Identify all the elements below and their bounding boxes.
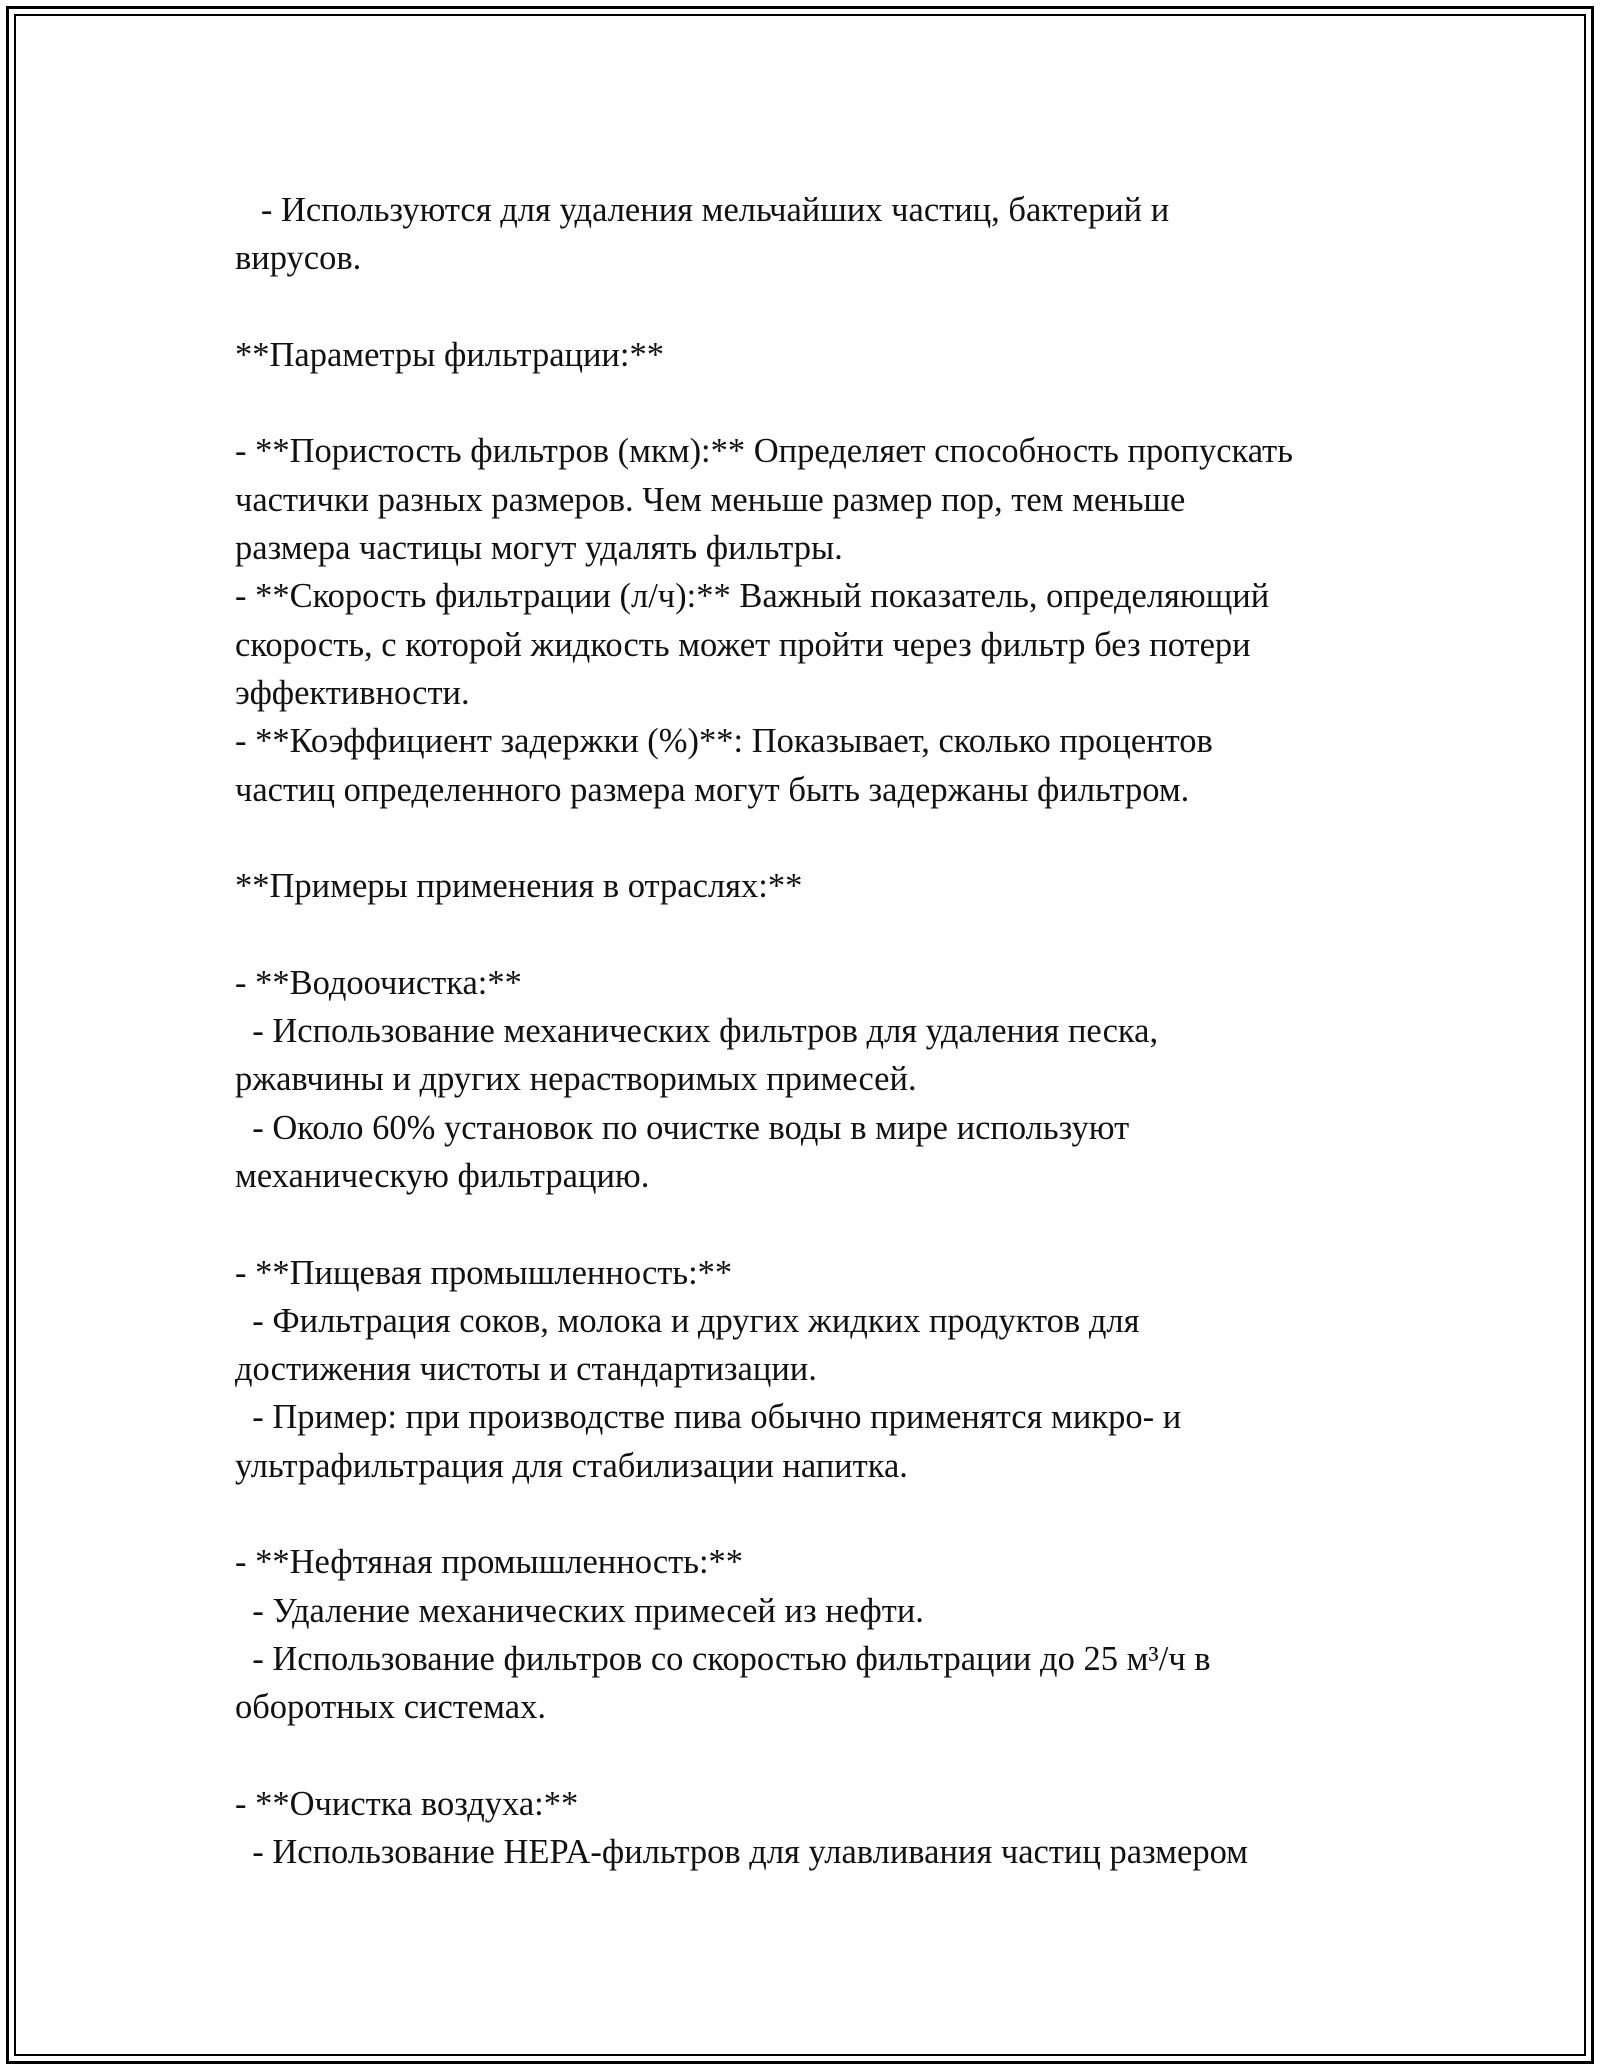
blank-line [235, 814, 1415, 862]
text-line: частички разных размеров. Чем меньше размер пор, тем меньше [235, 480, 1186, 519]
text-line: - Пример: при производстве пива обычно применятся микро- и [235, 1398, 1182, 1437]
section-heading: **Примеры применения в отраслях:** [235, 867, 803, 906]
text-line: - **Пористость фильтров (мкм):** Определяет способность пропускать [235, 432, 1293, 471]
text-line: - **Очистка воздуха:** [235, 1784, 579, 1823]
text-line: - **Скорость фильтрации (л/ч):** Важный показатель, определяющий [235, 577, 1270, 616]
text-line: оборотных системах. [235, 1688, 546, 1727]
blank-line [235, 1200, 1415, 1248]
section-heading: **Параметры фильтрации:** [235, 335, 664, 374]
text-line: - **Нефтяная промышленность:** [235, 1543, 744, 1582]
blank-line [235, 1732, 1415, 1780]
text-line: эффективности. [235, 673, 470, 712]
text-line: - **Пищевая промышленность:** [235, 1253, 733, 1292]
blank-line [235, 379, 1415, 427]
text-line: - Используются для удаления мельчайших частиц, бактерий и [235, 191, 1170, 229]
text-line: - Использование фильтров со скоростью фильтрации до 25 м³/ч в [235, 1639, 1211, 1678]
text-line: ультрафильтрация для стабилизации напитка. [235, 1446, 908, 1485]
text-line: - Около 60% установок по очистке воды в мире используют [235, 1108, 1130, 1147]
text-line: размера частицы могут удалять фильтры. [235, 529, 843, 568]
text-line: - **Коэффициент задержки (%)**: Показывает, сколько процентов [235, 722, 1213, 761]
blank-line [235, 910, 1415, 958]
text-line: ржавчины и других нерастворимых примесей. [235, 1060, 917, 1099]
text-line: - Использование HEPA-фильтров для улавливания частиц размером [235, 1833, 1248, 1872]
text-line: - Использование механических фильтров для удаления песка, [235, 1012, 1159, 1051]
text-line: механическую фильтрацию. [235, 1156, 650, 1195]
text-line: - **Водоочистка:** [235, 963, 522, 1002]
text-line: - Фильтрация соков, молока и других жидких продуктов для [235, 1301, 1140, 1340]
document-body [235, 186, 1415, 1876]
blank-line [235, 1490, 1415, 1538]
blank-line [235, 283, 1415, 331]
text-line: частиц определенного размера могут быть задержаны фильтром. [235, 770, 1190, 809]
text-line: - Удаление механических примесей из нефти. [235, 1591, 924, 1630]
text-line: скорость, с которой жидкость может пройти через фильтр без потери [235, 625, 1251, 664]
text-line: достижения чистоты и стандартизации. [235, 1350, 817, 1389]
text-line: вирусов. [235, 239, 362, 278]
